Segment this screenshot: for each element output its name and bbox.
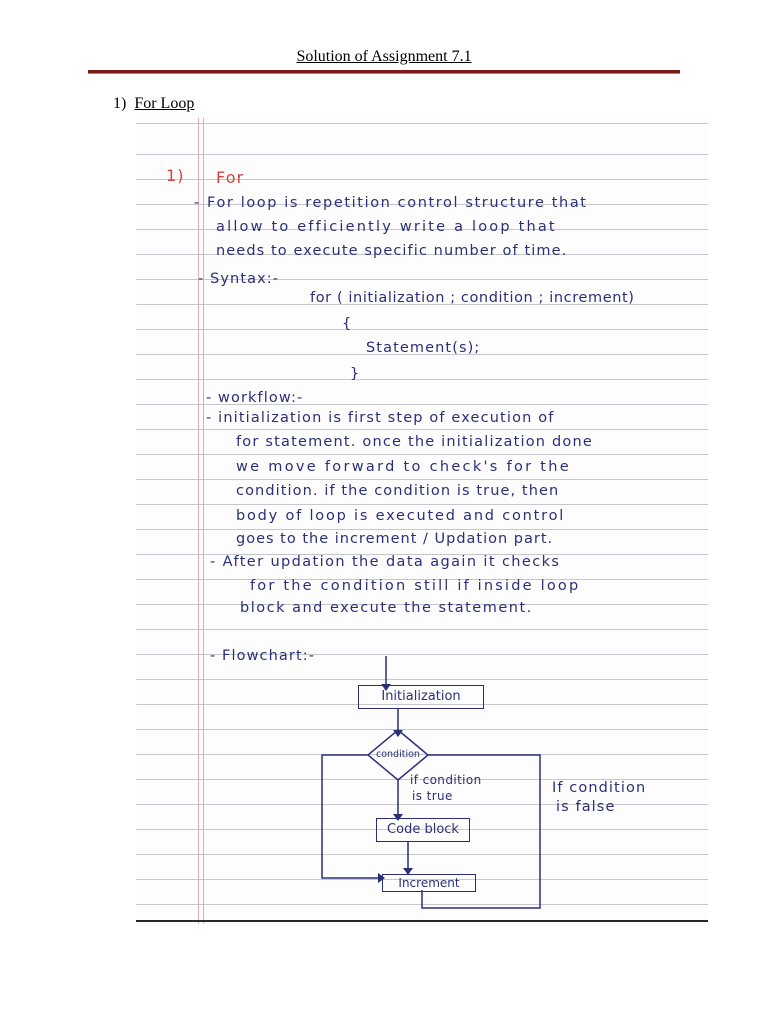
notebook-page-image [136,118,708,924]
description-line: needs to execute specific number of time. [216,243,568,259]
syntax-line: } [350,366,361,382]
workflow-line: block and execute the statement. [240,600,533,616]
description-line: - For loop is repetition control structure that [194,195,588,211]
syntax-line: for ( initialization ; condition ; increment) [310,290,635,306]
section-label: For Loop [134,95,195,112]
true-label: is true [412,789,453,803]
condition-label: condition [376,749,420,760]
description-line: allow to efficiently write a loop that [216,219,557,235]
false-label: is false [556,799,616,815]
section-heading [113,95,194,113]
title-divider [88,70,680,74]
loop-back-line [322,755,382,878]
workflow-line: for statement. once the initialization done [236,434,593,450]
syntax-line: { [342,316,353,332]
workflow-line: goes to the increment / Updation part. [236,531,554,547]
workflow-label: - workflow:- [206,390,304,406]
document-title: Solution of Assignment 7.1 [296,48,472,65]
workflow-line: condition. if the condition is true, then [236,483,560,499]
true-label: if condition [410,773,482,787]
workflow-line: - After updation the data again it checks [210,554,561,570]
initialization-box: Initialization [358,685,484,709]
workflow-line: for the condition still if inside loop [250,578,581,594]
syntax-line: Statement(s); [366,340,481,356]
code-block-box: Code block [376,818,470,842]
flowchart-label: - Flowchart:- [210,648,316,664]
workflow-line: we move forward to check's for the [236,459,572,475]
syntax-label: - Syntax:- [198,271,280,287]
increment-box: Increment [382,874,476,892]
flowchart-connectors [136,118,708,924]
false-label: If condition [552,780,647,796]
notes-heading: For [216,168,245,187]
workflow-line: - initialization is first step of execution of [206,410,555,426]
section-number: 1) [113,95,127,112]
workflow-line: body of loop is executed and control [236,508,566,524]
item-number: 1) [166,166,185,185]
